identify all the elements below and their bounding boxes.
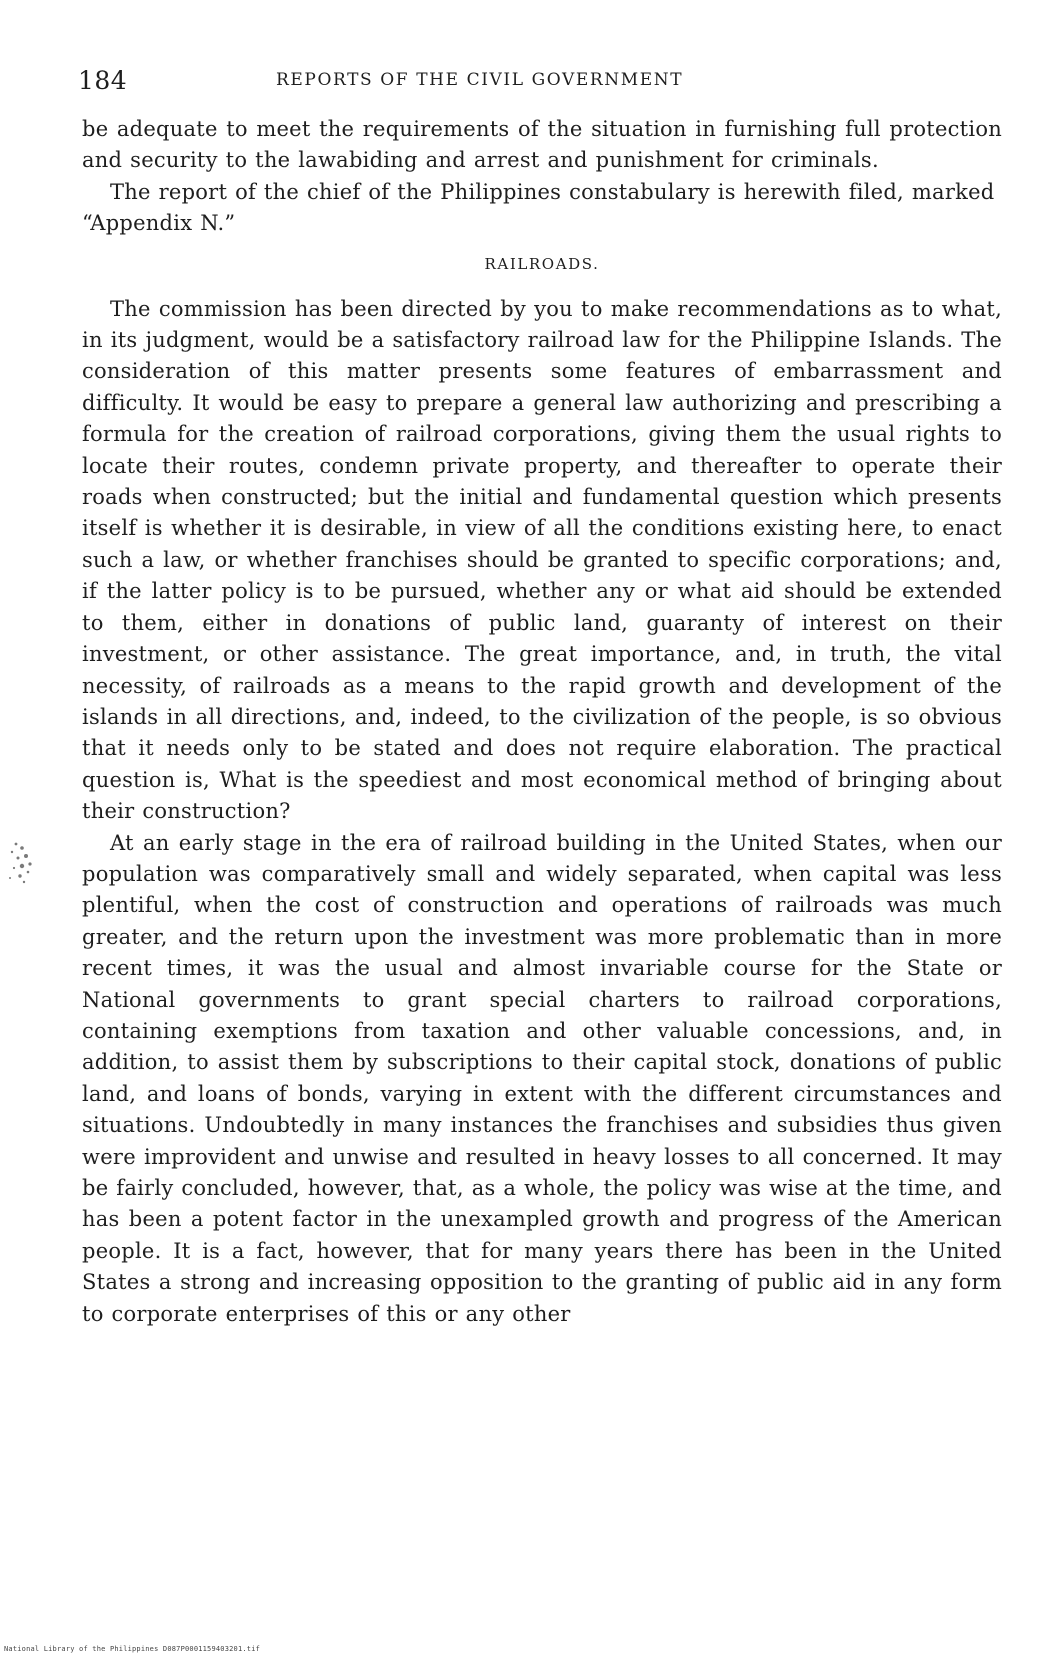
paragraph-continued: be adequate to meet the requirements of the situation in furnishing full protection and security to the lawabiding and arrest and punishment for criminals. bbox=[82, 117, 1002, 173]
page-number: 184 bbox=[78, 66, 128, 95]
section-heading-railroads: RAILROADS. bbox=[484, 254, 600, 273]
body-text bbox=[82, 114, 1002, 1330]
paragraph-appendix-note: The report of the chief of the Philippines constabulary is herewith filed, marked “Appendix N.” bbox=[82, 179, 995, 236]
paragraph-railroad-history: At an early stage in the era of railroad building in the United States, when our population was comparatively small and widely separated, when capital was less plentiful, when the cost of construction and operations of railroads was much greater, and the return upon the investment was more problematic than in more recent times, it was the usual and almost invariable course for the State or National governments to grant special charters to railroad corporations, containing exemptions from taxation and other valuable concessions, and, in addition, to assist them by subscriptions to their capital stock, donations of public land, and loans of bonds, varying in extent with the different circumstances and situations. Undoubtedly in many instances the franchises and subsidies thus given were improvident and unwise and resulted in heavy losses to all concerned. It may be fairly concluded, however, that, as a whole, the policy was wise at the time, and has been a potent factor in the unexampled growth and progress of the American people. It is a fact, however, that for many years there has been in the United States a strong and increasing opposition to the granting of public aid in any form to corporate enterprises of this or any other bbox=[82, 830, 1002, 1326]
running-head bbox=[78, 66, 1008, 102]
scan-blemish bbox=[2, 838, 36, 888]
running-title: REPORTS OF THE CIVIL GOVERNMENT bbox=[276, 70, 684, 90]
scan-footer: National Library of the Philippines D087P0001159403201.tif bbox=[4, 1645, 261, 1653]
paragraph-railroad-law: The commission has been directed by you to make recommendations as to what, in its judgment, would be a satisfactory railroad law for the Philippine Islands. The consideration of this matter presents some features of embarrassment and difficulty. It would be easy to prepare a general law authorizing and prescribing a formula for the creation of railroad corporations, giving them the usual rights to locate their routes, condemn private property, and thereafter to operate their roads when constructed; but the initial and fundamental question which presents itself is whether it is desirable, in view of all the conditions existing here, to enact such a law, or whether franchises should be granted to specific corporations; and, if the latter policy is to be pursued, whether any or what aid should be extended to them, either in donations of public land, guaranty of interest on their investment, or other assistance. The great importance, and, in truth, the vital necessity, of railroads as a means to the rapid growth and development of the islands in all directions, and, indeed, to the civilization of the people, is so obvious that it needs only to be stated and does not require elaboration. The practical question is, What is the speediest and most economical method of bringing about their construction? bbox=[82, 296, 1002, 824]
